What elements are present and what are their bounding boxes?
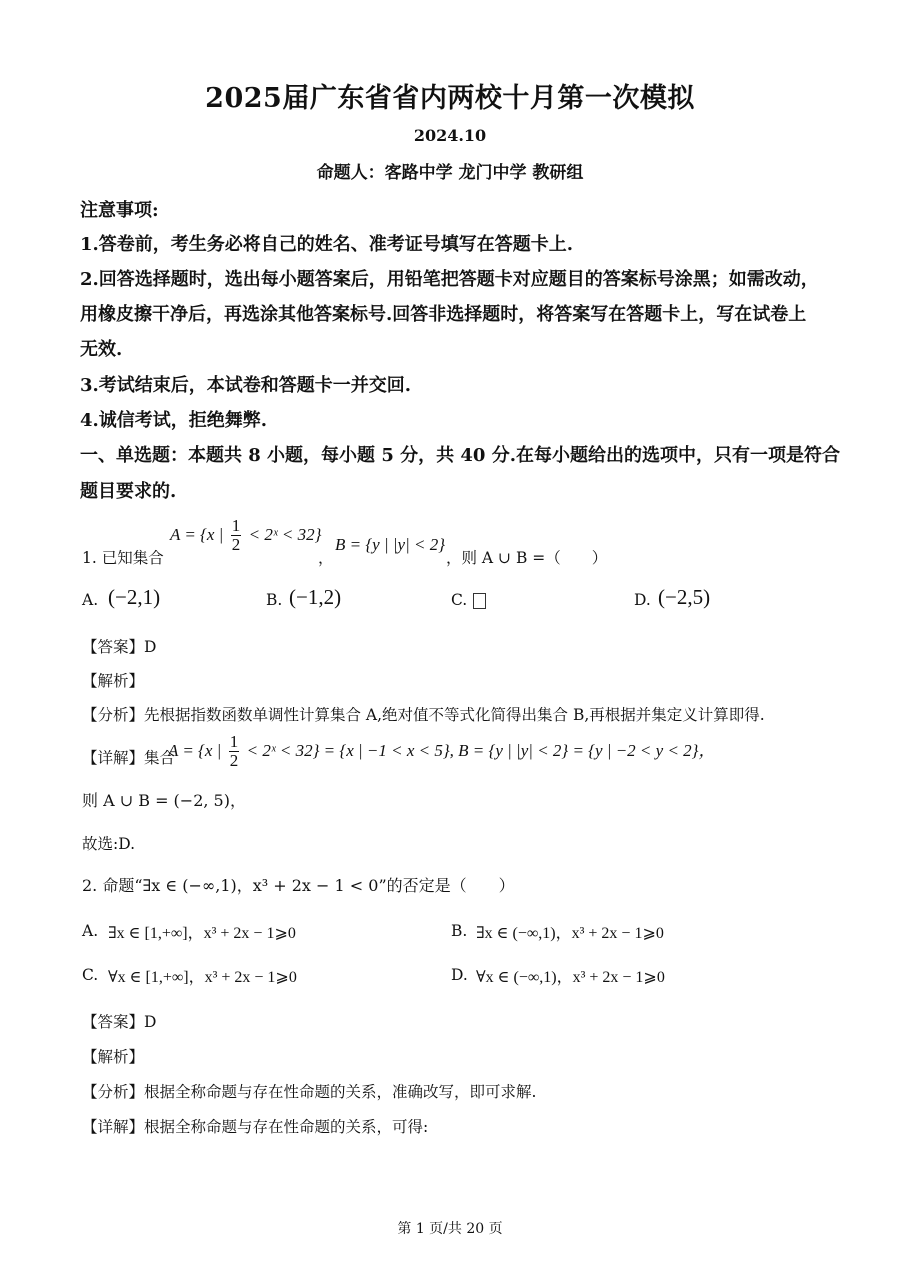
q1-option-b: (−1,2) — [289, 585, 342, 609]
q2-option-d-label: D. — [451, 966, 468, 984]
q1-option-d: (−2,5) — [658, 585, 711, 609]
q2-analysis-tag: 【解析】 — [82, 1048, 145, 1066]
q1-option-d-label: D. — [634, 591, 651, 609]
exam-date: 2024.10 — [413, 126, 487, 145]
q1-set-a — [170, 517, 321, 554]
q1-detail-math — [168, 733, 715, 770]
notes-item-2-line-3: 无效. — [80, 339, 123, 360]
q1-answer: 【答案】D — [82, 638, 157, 656]
q1-detail-set-a-right: < 2ˣ < 32} = {x | −1 < x < 5}, B = {y | |y| < 2} = {y | −2 < y < 2}， — [246, 740, 716, 760]
q1-prefix: 1. 已知集合 — [82, 549, 164, 567]
q1-detail-line-2: 则 A ∪ B = (−2, 5)， — [82, 791, 246, 810]
q1-separator: ， — [318, 549, 334, 567]
q1-analysis-tag: 【解析】 — [82, 672, 145, 690]
q1-detail-set-a-left: A = {x | — [168, 740, 222, 760]
q2-option-b-label: B. — [451, 922, 468, 940]
exam-author: 命题人：客路中学 龙门中学 教研组 — [316, 163, 584, 183]
q2-stem: 2. 命题“∃x ∈ (−∞,1)，x³ + 2x − 1 < 0”的否定是（ ） — [82, 876, 515, 895]
q1-set-b: B = {y | |y| < 2} — [335, 535, 446, 554]
section-heading-line-1: 一、单选题：本题共 8 小题，每小题 5 分，共 40 分.在每小题给出的选项中，只有一项是符合 — [80, 445, 840, 466]
q1-detail-fraction: $\frac{1}{2}$ — [229, 732, 239, 770]
q2-option-b: ∃x ∈ (−∞,1)，x³ + 2x − 1⩾0 — [476, 925, 664, 942]
q1-detail-prefix: 【详解】集合 — [82, 749, 176, 767]
notes-item-3: 3.考试结束后，本试卷和答题卡一并交回. — [80, 375, 412, 396]
notes-heading: 注意事项: — [80, 200, 159, 221]
q1-option-c-placeholder-box — [473, 592, 486, 611]
q1-detail-line-3: 故选:D. — [82, 835, 136, 853]
notes-item-2-line-2: 用橡皮擦干净后，再选涂其他答案标号.回答非选择题时，将答案写在答题卡上，写在试卷上 — [80, 304, 807, 325]
section-heading-line-2: 题目要求的. — [80, 481, 177, 502]
page-footer: 第 1 页/共 20 页 — [397, 1221, 503, 1237]
q2-answer: 【答案】D — [82, 1013, 157, 1031]
q1-option-c-label: C. — [451, 591, 468, 609]
q1-option-a: (−2,1) — [108, 585, 161, 609]
q2-option-a-label: A. — [82, 922, 99, 940]
notes-item-4: 4.诚信考试，拒绝舞弊. — [80, 410, 268, 431]
q2-detail: 【详解】根据全称命题与存在性命题的关系，可得: — [82, 1118, 429, 1136]
q2-fenxi: 【分析】根据全称命题与存在性命题的关系，准确改写，即可求解. — [82, 1083, 537, 1101]
notes-item-1: 1.答卷前，考生务必将自己的姓名、准考证号填写在答题卡上. — [80, 234, 574, 255]
q1-suffix: ，则 A ∪ B =（ ） — [446, 549, 608, 567]
q2-option-d: ∀x ∈ (−∞,1)，x³ + 2x − 1⩾0 — [476, 969, 665, 986]
q2-option-c: ∀x ∈ [1,+∞]，x³ + 2x − 1⩾0 — [108, 969, 297, 986]
q1-fenxi: 【分析】先根据指数函数单调性计算集合 A,绝对值不等式化简得出集合 B,再根据并集定义计算即得. — [82, 706, 765, 724]
q2-option-c-label: C. — [82, 966, 99, 984]
q1-option-a-label: A. — [82, 591, 99, 609]
notes-item-2-line-1: 2.回答选择题时，选出每小题答案后，用铅笔把答题卡对应题目的答案标号涂黑；如需改动， — [80, 269, 819, 290]
q1-set-a-left: A = {x | — [170, 524, 224, 544]
page-title: 2025届广东省省内两校十月第一次模拟 — [205, 83, 695, 114]
q2-option-a: ∃x ∈ [1,+∞]，x³ + 2x − 1⩾0 — [108, 925, 296, 942]
q1-set-a-right: < 2ˣ < 32} — [248, 524, 322, 544]
q1-fraction: $\frac{1}{2}$ — [231, 516, 241, 554]
q1-option-b-label: B. — [266, 591, 283, 609]
